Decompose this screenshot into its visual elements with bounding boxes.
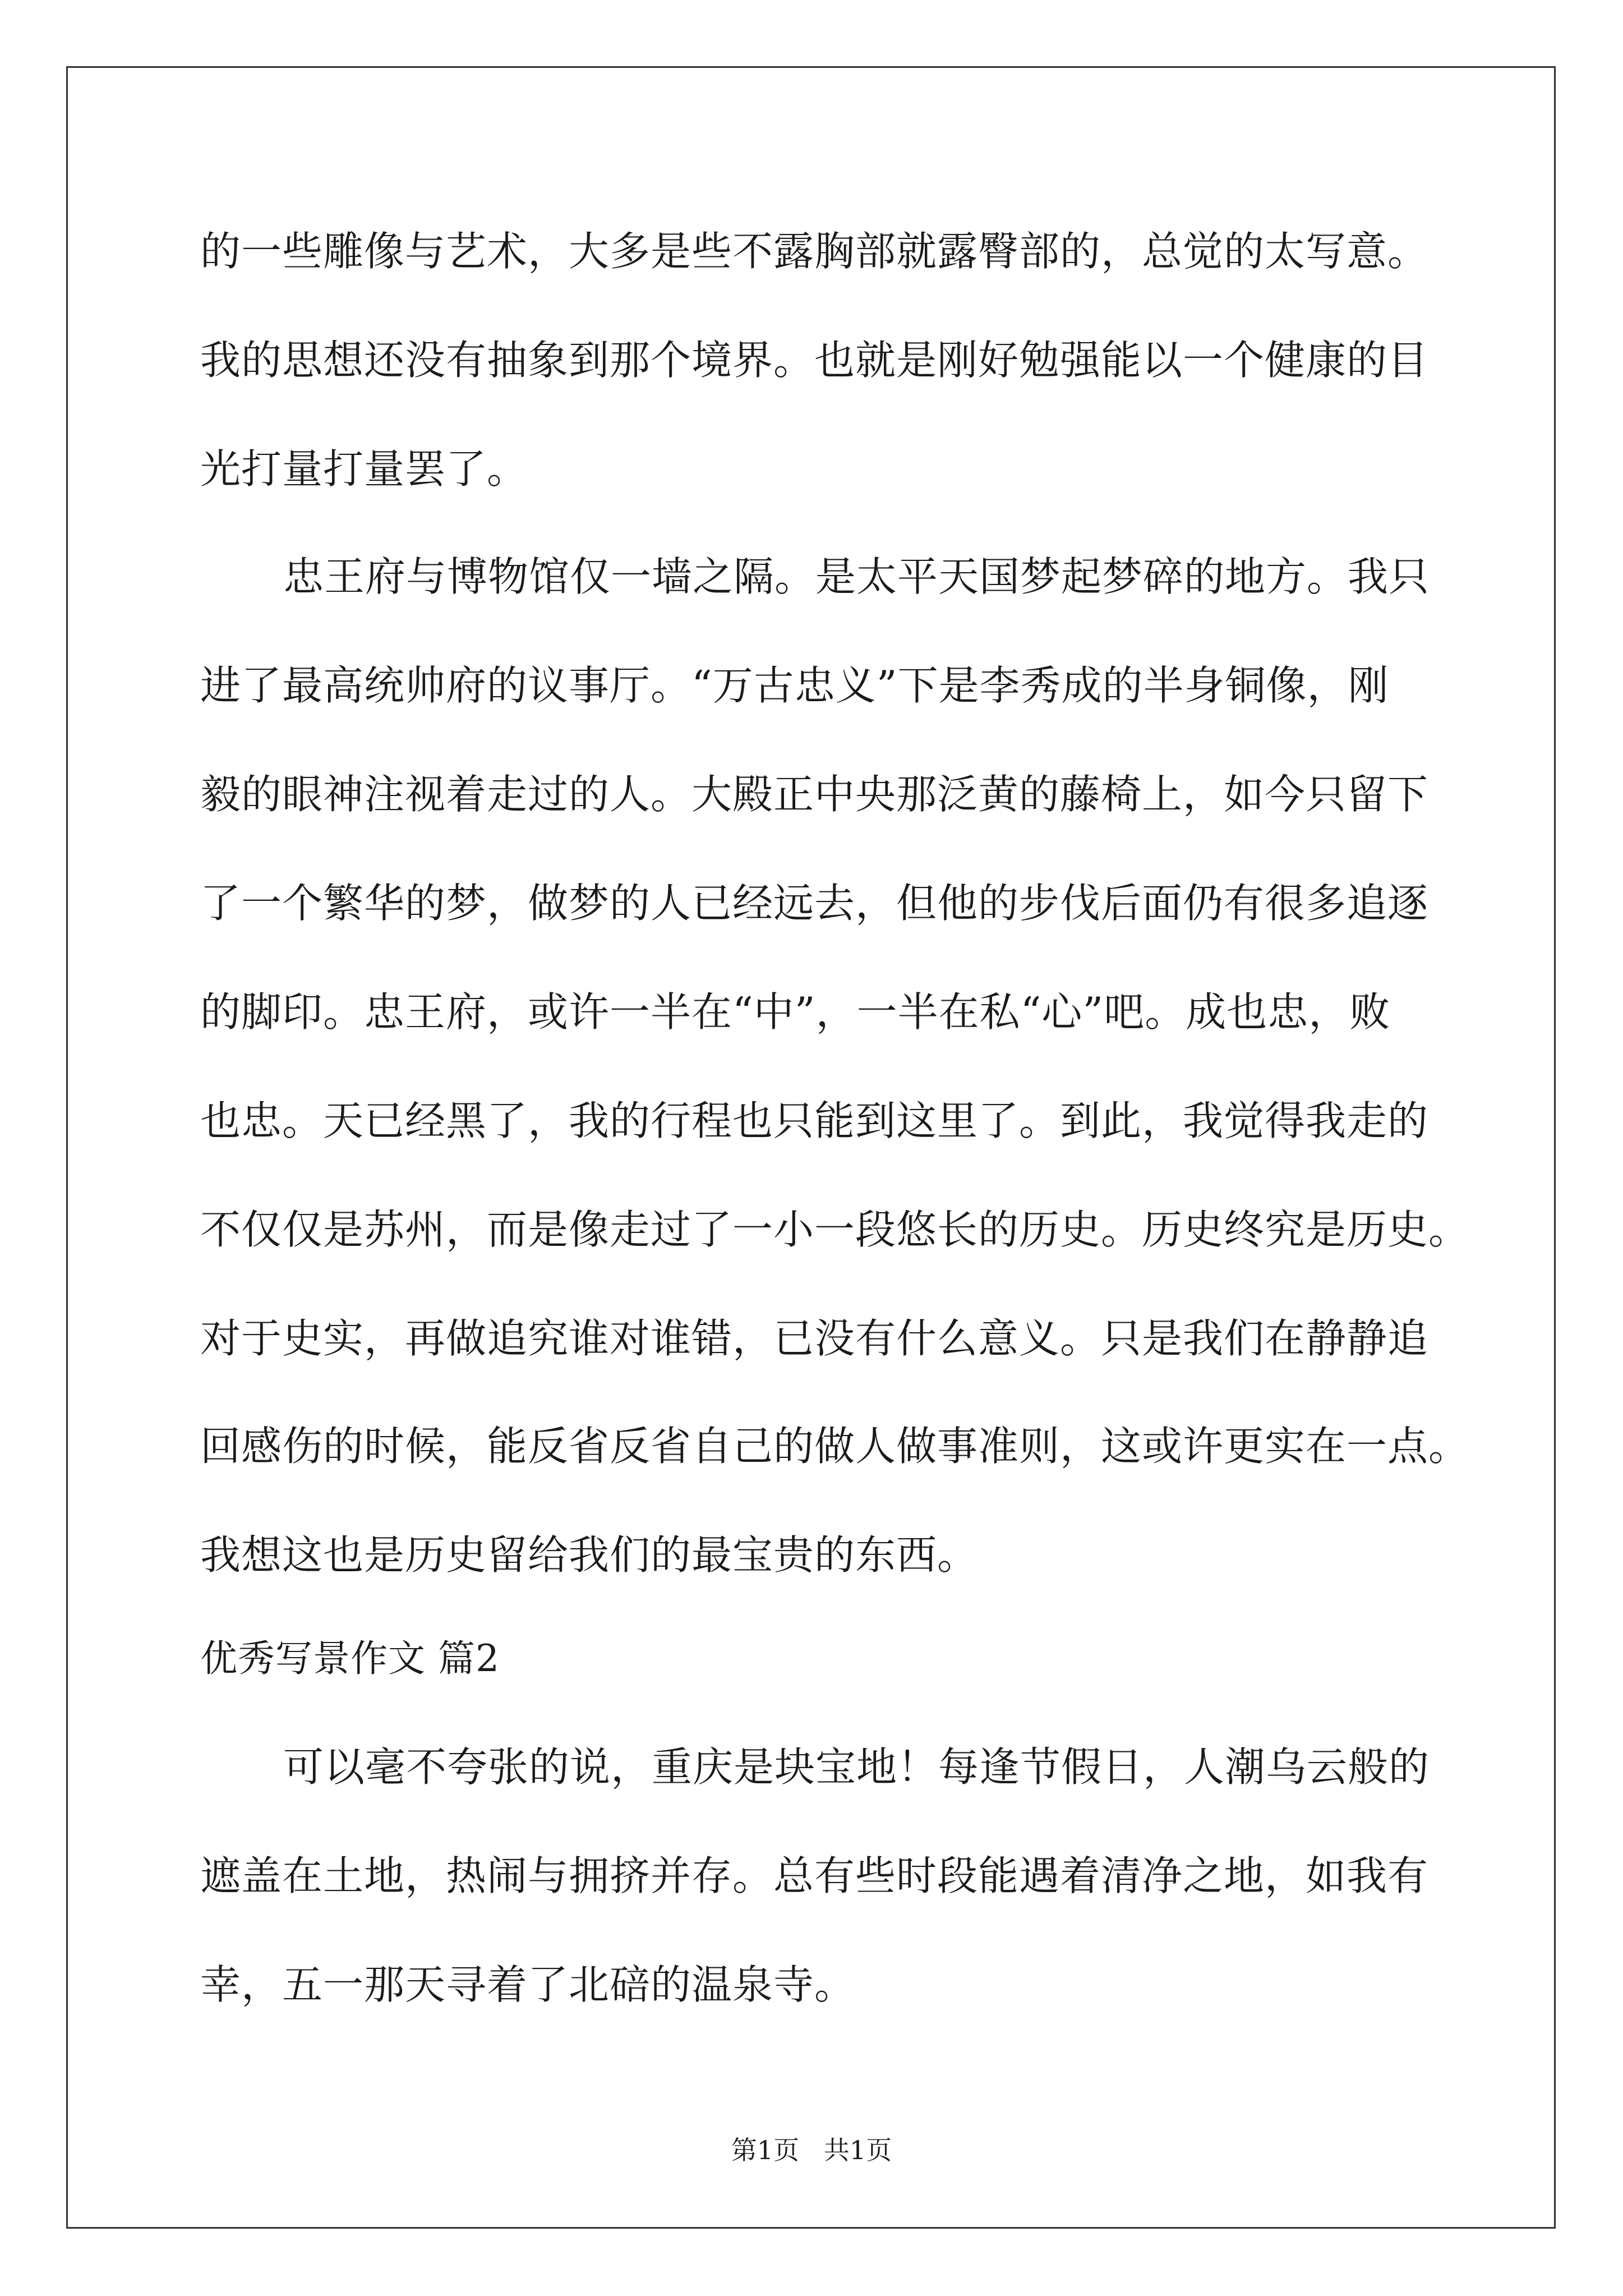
paragraph-line: 遮盖在土地，热闹与拥挤并存。总有些时段能遇着清净之地，如我有 [200,1852,1429,1899]
paragraph-line: 不仅仅是苏州，而是像走过了一小一段悠长的历史。历史终究是历史。 [200,1206,1470,1253]
paragraph-line: 进了最高统帅府的议事厅。“万古忠义”下是李秀成的半身铜像，刚 [200,662,1389,709]
paragraph-line: 我的思想还没有抽象到那个境界。也就是刚好勉强能以一个健康的目 [200,337,1429,384]
paragraph-line: 回感伤的时候，能反省反省自己的做人做事准则，这或许更实在一点。 [200,1423,1470,1470]
paragraph-line: 了一个繁华的梦，做梦的人已经远去，但他的步伐后面仍有很多追逐 [200,880,1429,927]
paragraph-line: 的脚印。忠王府，或许一半在“中”，一半在私“心”吧。成也忠，败 [200,988,1391,1036]
paragraph-line: 我想这也是历史留给我们的最宝贵的东西。 [200,1531,979,1579]
paragraph-line: 也忠。天已经黑了，我的行程也只能到这里了。到此，我觉得我走的 [200,1097,1429,1144]
paragraph-line: 忠王府与博物馆仅一墙之隔。是太平天国梦起梦碎的地方。我只 [283,553,1430,600]
paragraph-line: 毅的眼神注视着走过的人。大殿正中央那泛黄的藤椅上，如今只留下 [200,771,1429,818]
paragraph-line: 的一些雕像与艺术，大多是些不露胸部就露臀部的，总觉的太写意。 [200,228,1429,275]
page-border [66,66,1556,2229]
paragraph-line: 可以毫不夸张的说，重庆是块宝地！每逢节假日，人潮乌云般的 [283,1743,1430,1791]
section-heading: 优秀写景作文 篇2 [200,1637,500,1680]
paragraph-line: 幸，五一那天寻着了北碚的温泉寺。 [200,1961,856,2008]
paragraph-line: 对于史实，再做追究谁对谁错，已没有什么意义。只是我们在静静追 [200,1315,1429,1362]
paragraph-line: 光打量打量罢了。 [200,445,528,493]
page-number-footer: 第1页 共1页 [731,2135,892,2165]
